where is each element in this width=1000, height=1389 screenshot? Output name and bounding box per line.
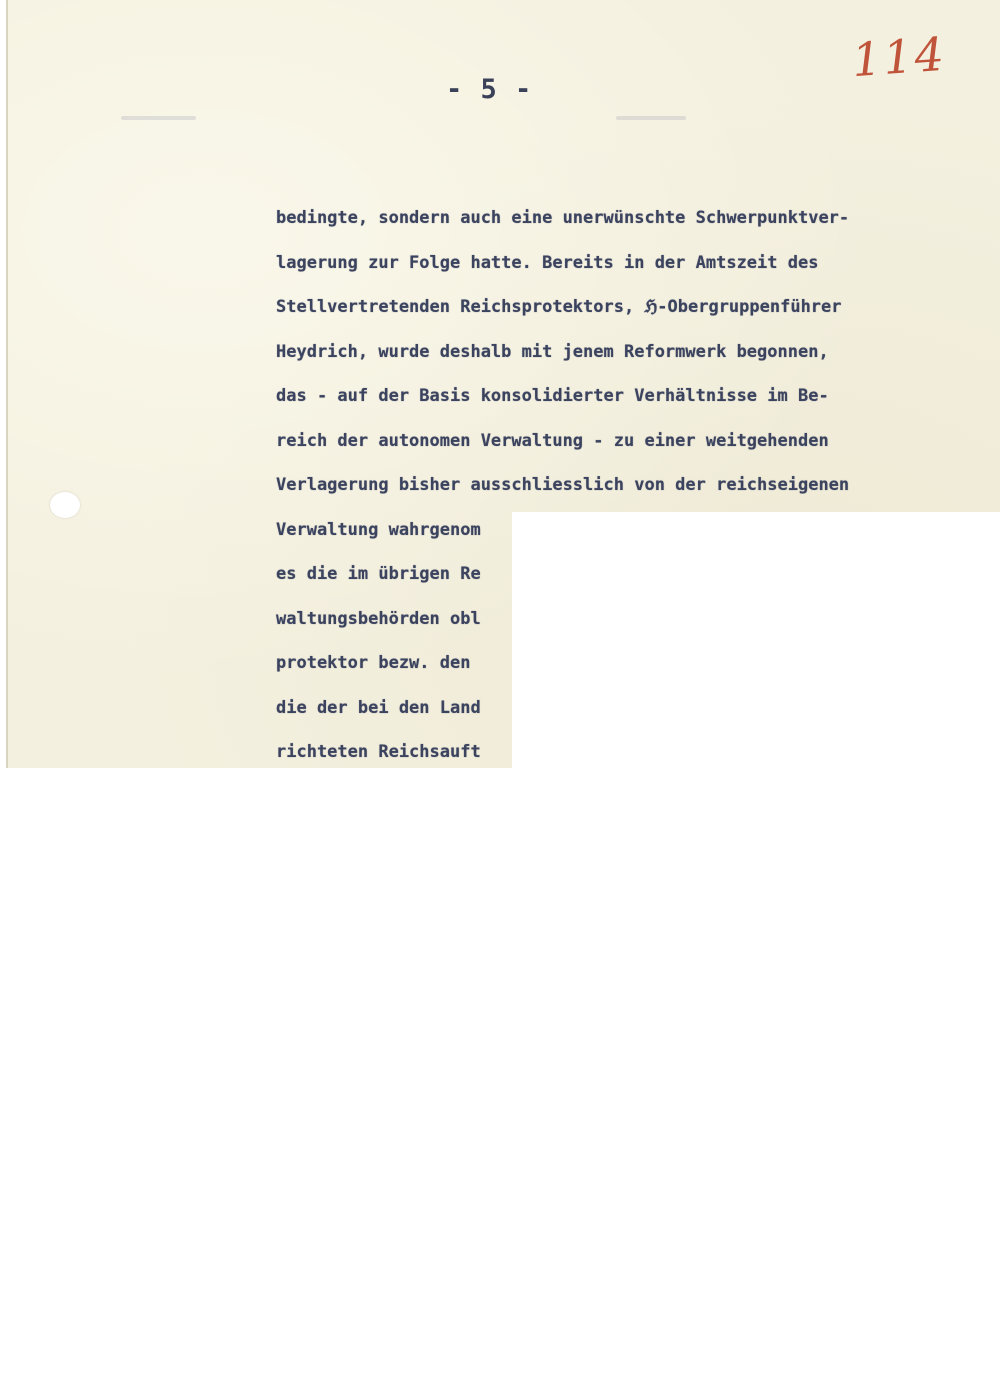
text-line: es die im übrigen Re — [276, 564, 481, 584]
faint-stamp-mark — [616, 116, 686, 120]
page-number: - 5 - — [446, 74, 533, 105]
text-line: Verlagerung bisher ausschliesslich von der reichseigenen — [276, 475, 850, 495]
scan-cutout — [512, 512, 1000, 768]
punch-hole — [50, 492, 80, 518]
text-line: protektor bezw. den — [276, 653, 471, 673]
text-line: Stellvertretenden Reichsprotektors, ℌ-Obergruppenführer — [276, 297, 842, 317]
text-line: waltungsbehörden obl — [276, 608, 481, 629]
text-line: richteten Reichsauft — [276, 742, 481, 762]
text-line: lagerung zur Folge hatte. Bereits in der Amtszeit des — [276, 252, 819, 273]
text-line: bedingte, sondern auch eine unerwünschte Schwerpunktver- — [276, 208, 850, 228]
text-line: Heydrich, wurde deshalb mit jenem Reformwerk begonnen, — [276, 341, 829, 362]
faint-stamp-mark — [121, 116, 196, 120]
text-line: reich der autonomen Verwaltung - zu einer weitgehenden — [276, 430, 829, 451]
text-line: die der bei den Land — [276, 697, 481, 718]
page-edge — [6, 0, 8, 768]
text-line: Verwaltung wahrgenom — [276, 519, 481, 540]
text-line: das - auf der Basis konsolidierter Verhältnisse im Be- — [276, 386, 829, 406]
folio-number: 114 — [850, 26, 948, 88]
